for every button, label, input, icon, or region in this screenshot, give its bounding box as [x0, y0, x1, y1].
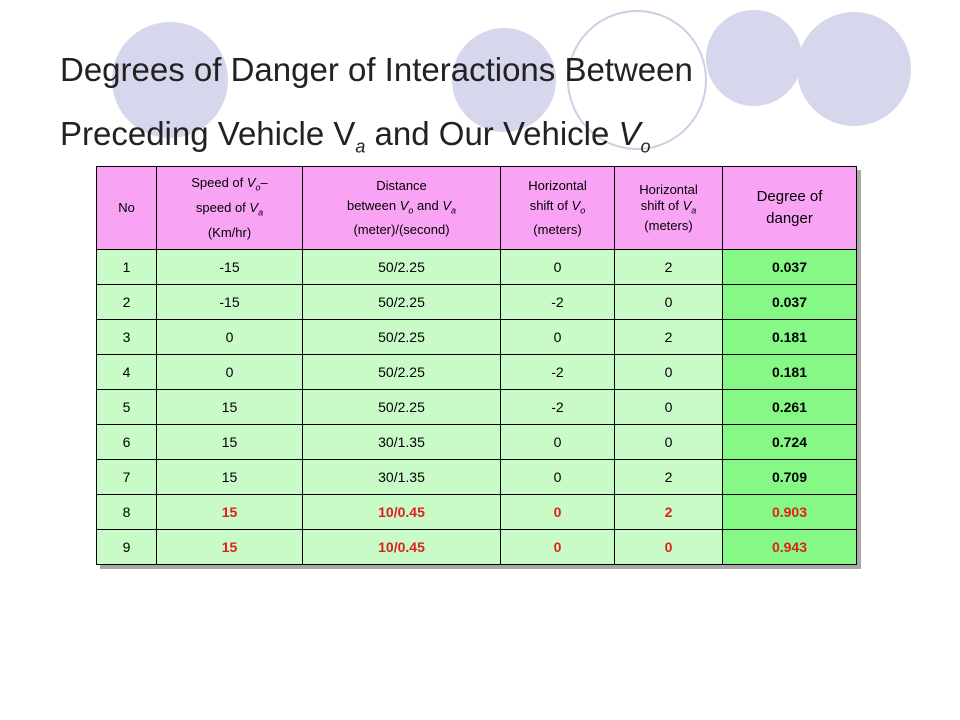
table-row — [97, 355, 857, 390]
table-cell: 0 — [501, 530, 615, 565]
degree-cell: 0.903 — [723, 495, 857, 530]
table-cell: 2 — [615, 250, 723, 285]
table-cell: 50/2.25 — [303, 390, 501, 425]
table-cell: 8 — [97, 495, 157, 530]
table-cell: 7 — [97, 460, 157, 495]
table-cell: 0 — [501, 250, 615, 285]
table-cell: 6 — [97, 425, 157, 460]
table-header-row — [97, 167, 857, 250]
degree-cell: 0.181 — [723, 320, 857, 355]
title-line-2: Preceding Vehicle $V_a$ and Our Vehicle $V_o$ — [60, 115, 651, 157]
table-cell: -15 — [157, 250, 303, 285]
table-cell: 0 — [615, 285, 723, 320]
table-cell: 0 — [157, 320, 303, 355]
table-cell: 2 — [615, 460, 723, 495]
table-cell: 15 — [157, 390, 303, 425]
danger-table — [96, 166, 857, 565]
degree-cell: 0.709 — [723, 460, 857, 495]
table-row — [97, 320, 857, 355]
slide-title — [60, 38, 920, 179]
table-cell: 3 — [97, 320, 157, 355]
degree-cell: 0.181 — [723, 355, 857, 390]
header-degree: Degree of danger — [723, 167, 857, 250]
table-row — [97, 460, 857, 495]
degree-cell: 0.037 — [723, 250, 857, 285]
table-cell: 50/2.25 — [303, 285, 501, 320]
table-row — [97, 425, 857, 460]
table-cell: 50/2.25 — [303, 355, 501, 390]
table-cell: 0 — [501, 425, 615, 460]
header-distance: Distance between $V_o$ and $V_a$ (meter)/(second) — [303, 167, 501, 250]
table-cell: 15 — [157, 425, 303, 460]
table-cell: 15 — [157, 495, 303, 530]
table-cell: 0 — [501, 495, 615, 530]
table-cell: 50/2.25 — [303, 320, 501, 355]
table-cell: -15 — [157, 285, 303, 320]
degree-cell: 0.037 — [723, 285, 857, 320]
header-shift-o: Horizontal shift of $V_o$ (meters) — [501, 167, 615, 250]
header-no: No — [97, 167, 157, 250]
table-cell: 0 — [157, 355, 303, 390]
table-cell: 0 — [615, 425, 723, 460]
table-cell: 1 — [97, 250, 157, 285]
table-cell: 15 — [157, 460, 303, 495]
table-cell: 30/1.35 — [303, 460, 501, 495]
table-cell: 0 — [615, 530, 723, 565]
header-speed: Speed of $V_o-$ speed of $V_a$ (Km/hr) — [157, 167, 303, 250]
table-row — [97, 285, 857, 320]
table-cell: 5 — [97, 390, 157, 425]
table-cell: 0 — [615, 390, 723, 425]
table-cell: 0 — [501, 320, 615, 355]
table-cell: 0 — [501, 460, 615, 495]
table-cell: 10/0.45 — [303, 495, 501, 530]
table-cell: 50/2.25 — [303, 250, 501, 285]
table-row — [97, 530, 857, 565]
title-line-1: Degrees of Danger of Interactions Between — [60, 51, 693, 88]
degree-cell: 0.261 — [723, 390, 857, 425]
table-cell: -2 — [501, 390, 615, 425]
table-row — [97, 495, 857, 530]
degree-cell: 0.943 — [723, 530, 857, 565]
table-cell: 9 — [97, 530, 157, 565]
header-shift-a: Horizontal shift of $V_a$ (meters) — [615, 167, 723, 250]
table-cell: 10/0.45 — [303, 530, 501, 565]
table-cell: 0 — [615, 355, 723, 390]
table-cell: 4 — [97, 355, 157, 390]
table-cell: 2 — [615, 320, 723, 355]
table-cell: 15 — [157, 530, 303, 565]
table-row — [97, 250, 857, 285]
table-cell: -2 — [501, 285, 615, 320]
table-cell: 30/1.35 — [303, 425, 501, 460]
table-cell: 2 — [615, 495, 723, 530]
table-cell: -2 — [501, 355, 615, 390]
degree-cell: 0.724 — [723, 425, 857, 460]
table-cell: 2 — [97, 285, 157, 320]
table-row — [97, 390, 857, 425]
